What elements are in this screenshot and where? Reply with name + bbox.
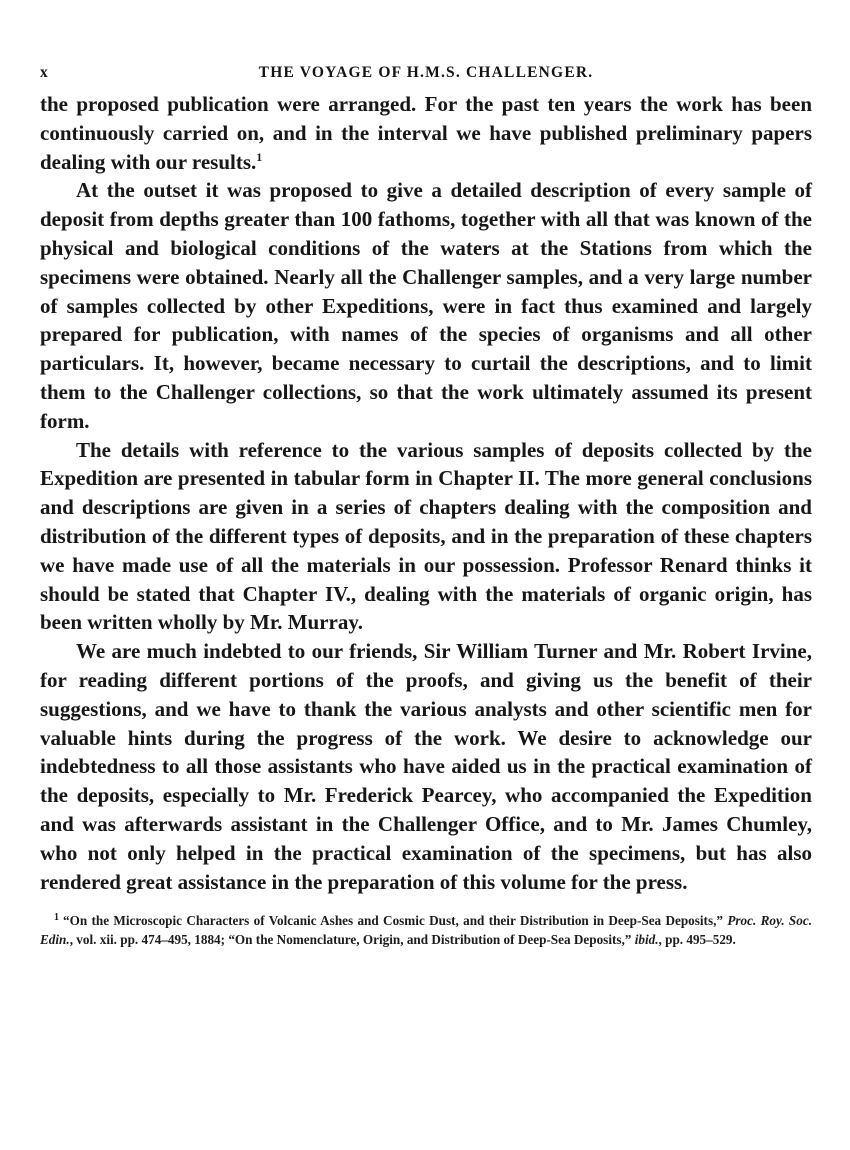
footnote-reference: 1 [256, 149, 263, 164]
page-number: x [40, 64, 49, 81]
footnote-text-1: “On the Microscopic Characters of Volcanic Ashes and Cosmic Dust, and their Distribution in Deep-Sea Deposits,” [63, 913, 723, 929]
footnote-ibid: ibid. [634, 931, 659, 947]
body-text [40, 90, 812, 896]
paragraph-continuation [40, 90, 812, 176]
running-head [40, 60, 812, 90]
paragraph-outset: At the outset it was proposed to give a detailed description of every sample of deposit from depths greater than 100 fathoms, together with all that was known of the physical and biological conditions of the waters at the Stations from which the specimens were obtained. Nearly all the Challenger samples, and a very large number of samples collected by other Expeditions, were in fact thus examined and largely prepared for publication, with names of the species of organisms and all other particulars. It, however, became necessary to curtail the descriptions, and to limit them to the Challenger collections, so that the work ultimately assumed its present form. [40, 178, 812, 433]
paragraph-text: the proposed publication were arranged. For the past ten years the work has been continuously carried on, and in the interval we have published preliminary papers dealing with our results. [40, 92, 812, 174]
paragraph-acknowledgements: We are much indebted to our friends, Sir William Turner and Mr. Robert Irvine, for reading different portions of the proofs, and giving us the benefit of their suggestions, and we have to thank the various analysts and other scientific men for valuable hints during the progress of the work. We desire to acknowledge our indebtedness to all those assistants who have aided us in the practical examination of the deposits, especially to Mr. Frederick Pearcey, who accompanied the Expedition and was afterwards assistant in the Challenger Office, and to Mr. James Chumley, who not only helped in the practical examination of the specimens, but has also rendered great assistance in the preparation of this volume for the press. [40, 639, 812, 894]
footnotes [40, 912, 812, 948]
book-page [40, 60, 812, 949]
footnote-journal: Proc. Roy. Soc. Edin. [40, 913, 813, 947]
running-title: THE VOYAGE OF H.M.S. CHALLENGER. [258, 64, 594, 81]
footnote-1 [40, 912, 812, 948]
footnote-text-2: , vol. xii. pp. 474–495, 1884; “On the Nomenclature, Origin, and Distribution of Deep-Sea Deposits,” [69, 931, 632, 947]
footnote-number: 1 [54, 911, 59, 923]
paragraph-details: The details with reference to the various samples of deposits collected by the Expedition are presented in tabular form in Chapter II. The more general conclusions and descriptions are given in a series of chapters dealing with the composition and distribution of the different types of deposits, and in the preparation of these chapters we have made use of all the materials in our possession. Professor Renard thinks it should be stated that Chapter IV., dealing with the materials of organic origin, has been written wholly by Mr. Murray. [40, 437, 812, 635]
footnote-text-3: , pp. 495–529. [658, 931, 736, 947]
